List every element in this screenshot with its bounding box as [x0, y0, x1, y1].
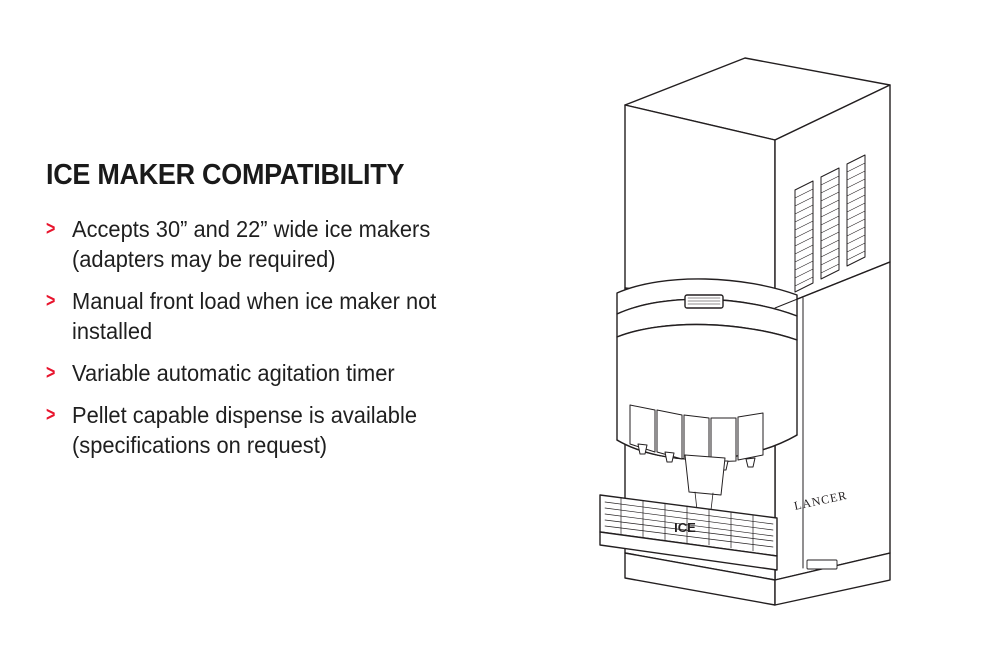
chevron-right-icon: > [46, 361, 56, 384]
list-item-label: Accepts 30” and 22” wide ice makers (adapters may be required) [72, 215, 431, 272]
chevron-right-icon: > [46, 217, 56, 240]
feature-bullet-list [46, 214, 566, 460]
chevron-right-icon: > [46, 289, 56, 312]
page-title: ICE MAKER COMPATIBILITY [46, 159, 405, 191]
list-item [46, 358, 566, 388]
drip-tray-label: ICE [674, 520, 696, 535]
chevron-right-icon: > [46, 403, 56, 426]
ice-maker-compatibility-section [46, 160, 566, 472]
list-item [46, 400, 566, 460]
list-item-label: Manual front load when ice maker not installed [72, 287, 437, 344]
ice-dispenser-illustration [545, 40, 975, 620]
list-item-label: Variable automatic agitation timer [72, 359, 395, 386]
list-item [46, 214, 566, 274]
list-item [46, 286, 566, 346]
brand-label: LANCER [792, 488, 849, 513]
list-item-label: Pellet capable dispense is available (specifications on request) [72, 401, 417, 458]
